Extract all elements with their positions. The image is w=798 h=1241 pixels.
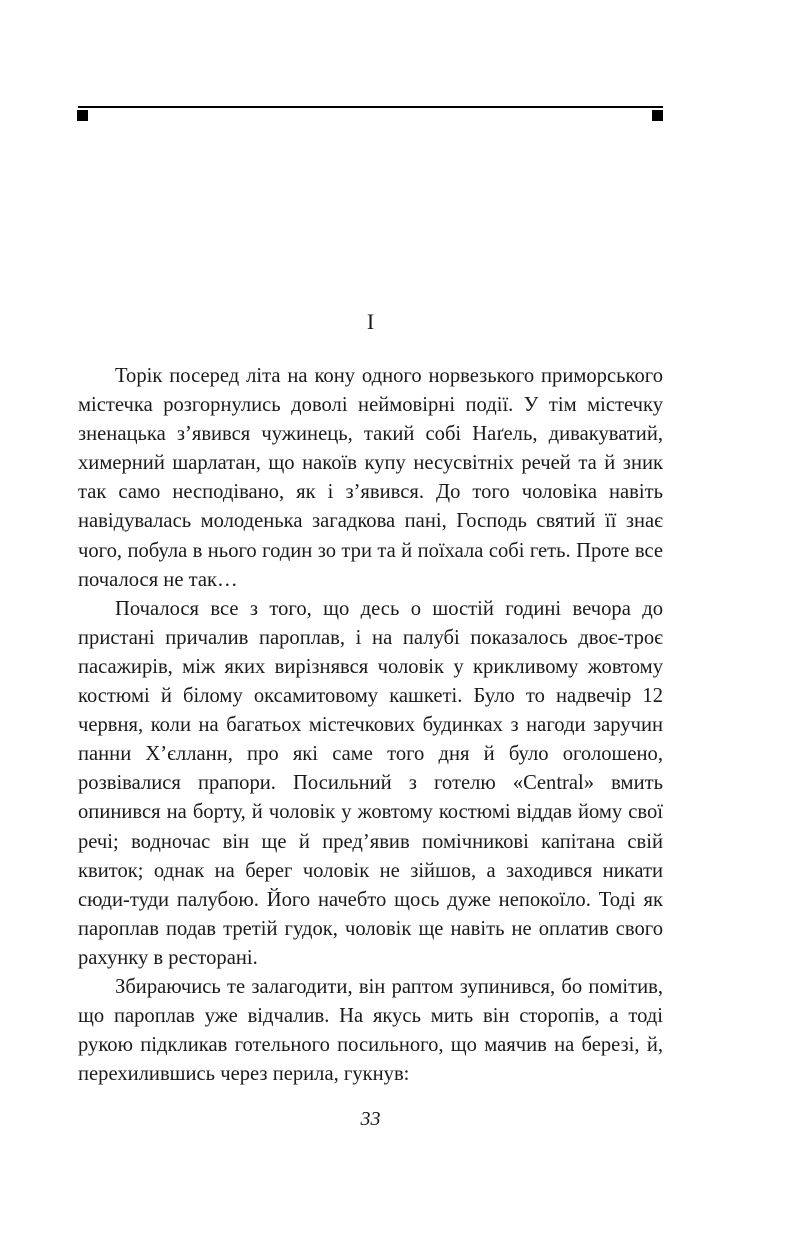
header-ornament-right (652, 110, 663, 121)
page-number: 33 (360, 1108, 381, 1130)
paragraph-2: Почалося все з того, що десь о шостій годині вечора до пристані причалив пароплав, і на палубі показалось двоє-троє пасажирів, між яких вирізнявся чоловік у крикливому жовтому костюмі й білому оксамитовому кашкеті. Було то надвечір 12 червня, коли на багатьох містечкових будинках з нагоди заручин панни Х’єлланн, про які саме того дня й було оголошено, розвівалися прапори. Посильний з готелю «Central» вмить опинився на борту, й чоловік у жовтому костюмі віддав йому свої речі; водночас він ще й пред’явив помічникові капітана свій квиток; однак на берег чоловік не зійшов, а заходився никати сюди-туди палубою. Його начебто щось дуже непокоїло. Тоді як пароплав подав третій гудок, чоловік ще навіть не оплатив свого рахунку в ресторані. (78, 597, 663, 969)
paragraph-3: Збираючись те залагодити, він раптом зупинився, бо помітив, що пароплав уже відчалив. На якусь мить він сторопів, а тоді рукою підкликав готельного посильного, що маячив на березі, й, перехилившись через перила, гукнув: (78, 975, 663, 1086)
header-ornament-left (77, 110, 88, 121)
chapter-number: I (366, 309, 375, 334)
paragraph-1: Торік посеред літа на кону одного норвезького приморського містечка розгорнулись доволі неймовірні події. У тім містечку зненацька з’явився чужинець, такий собі Наґель, дивакуватий, химерний шарлатан, що накоїв купу несусвітніх речей та й зник так само несподівано, як і з’явився. До того чоловіка навіть навідувалась молоденька загадкова пані, Господь святий її знає чого, побула в нього годин зо три та й поїхала собі геть. Проте все почалося не так… (78, 365, 663, 591)
body-text (78, 362, 663, 1089)
header-rule (78, 106, 663, 108)
